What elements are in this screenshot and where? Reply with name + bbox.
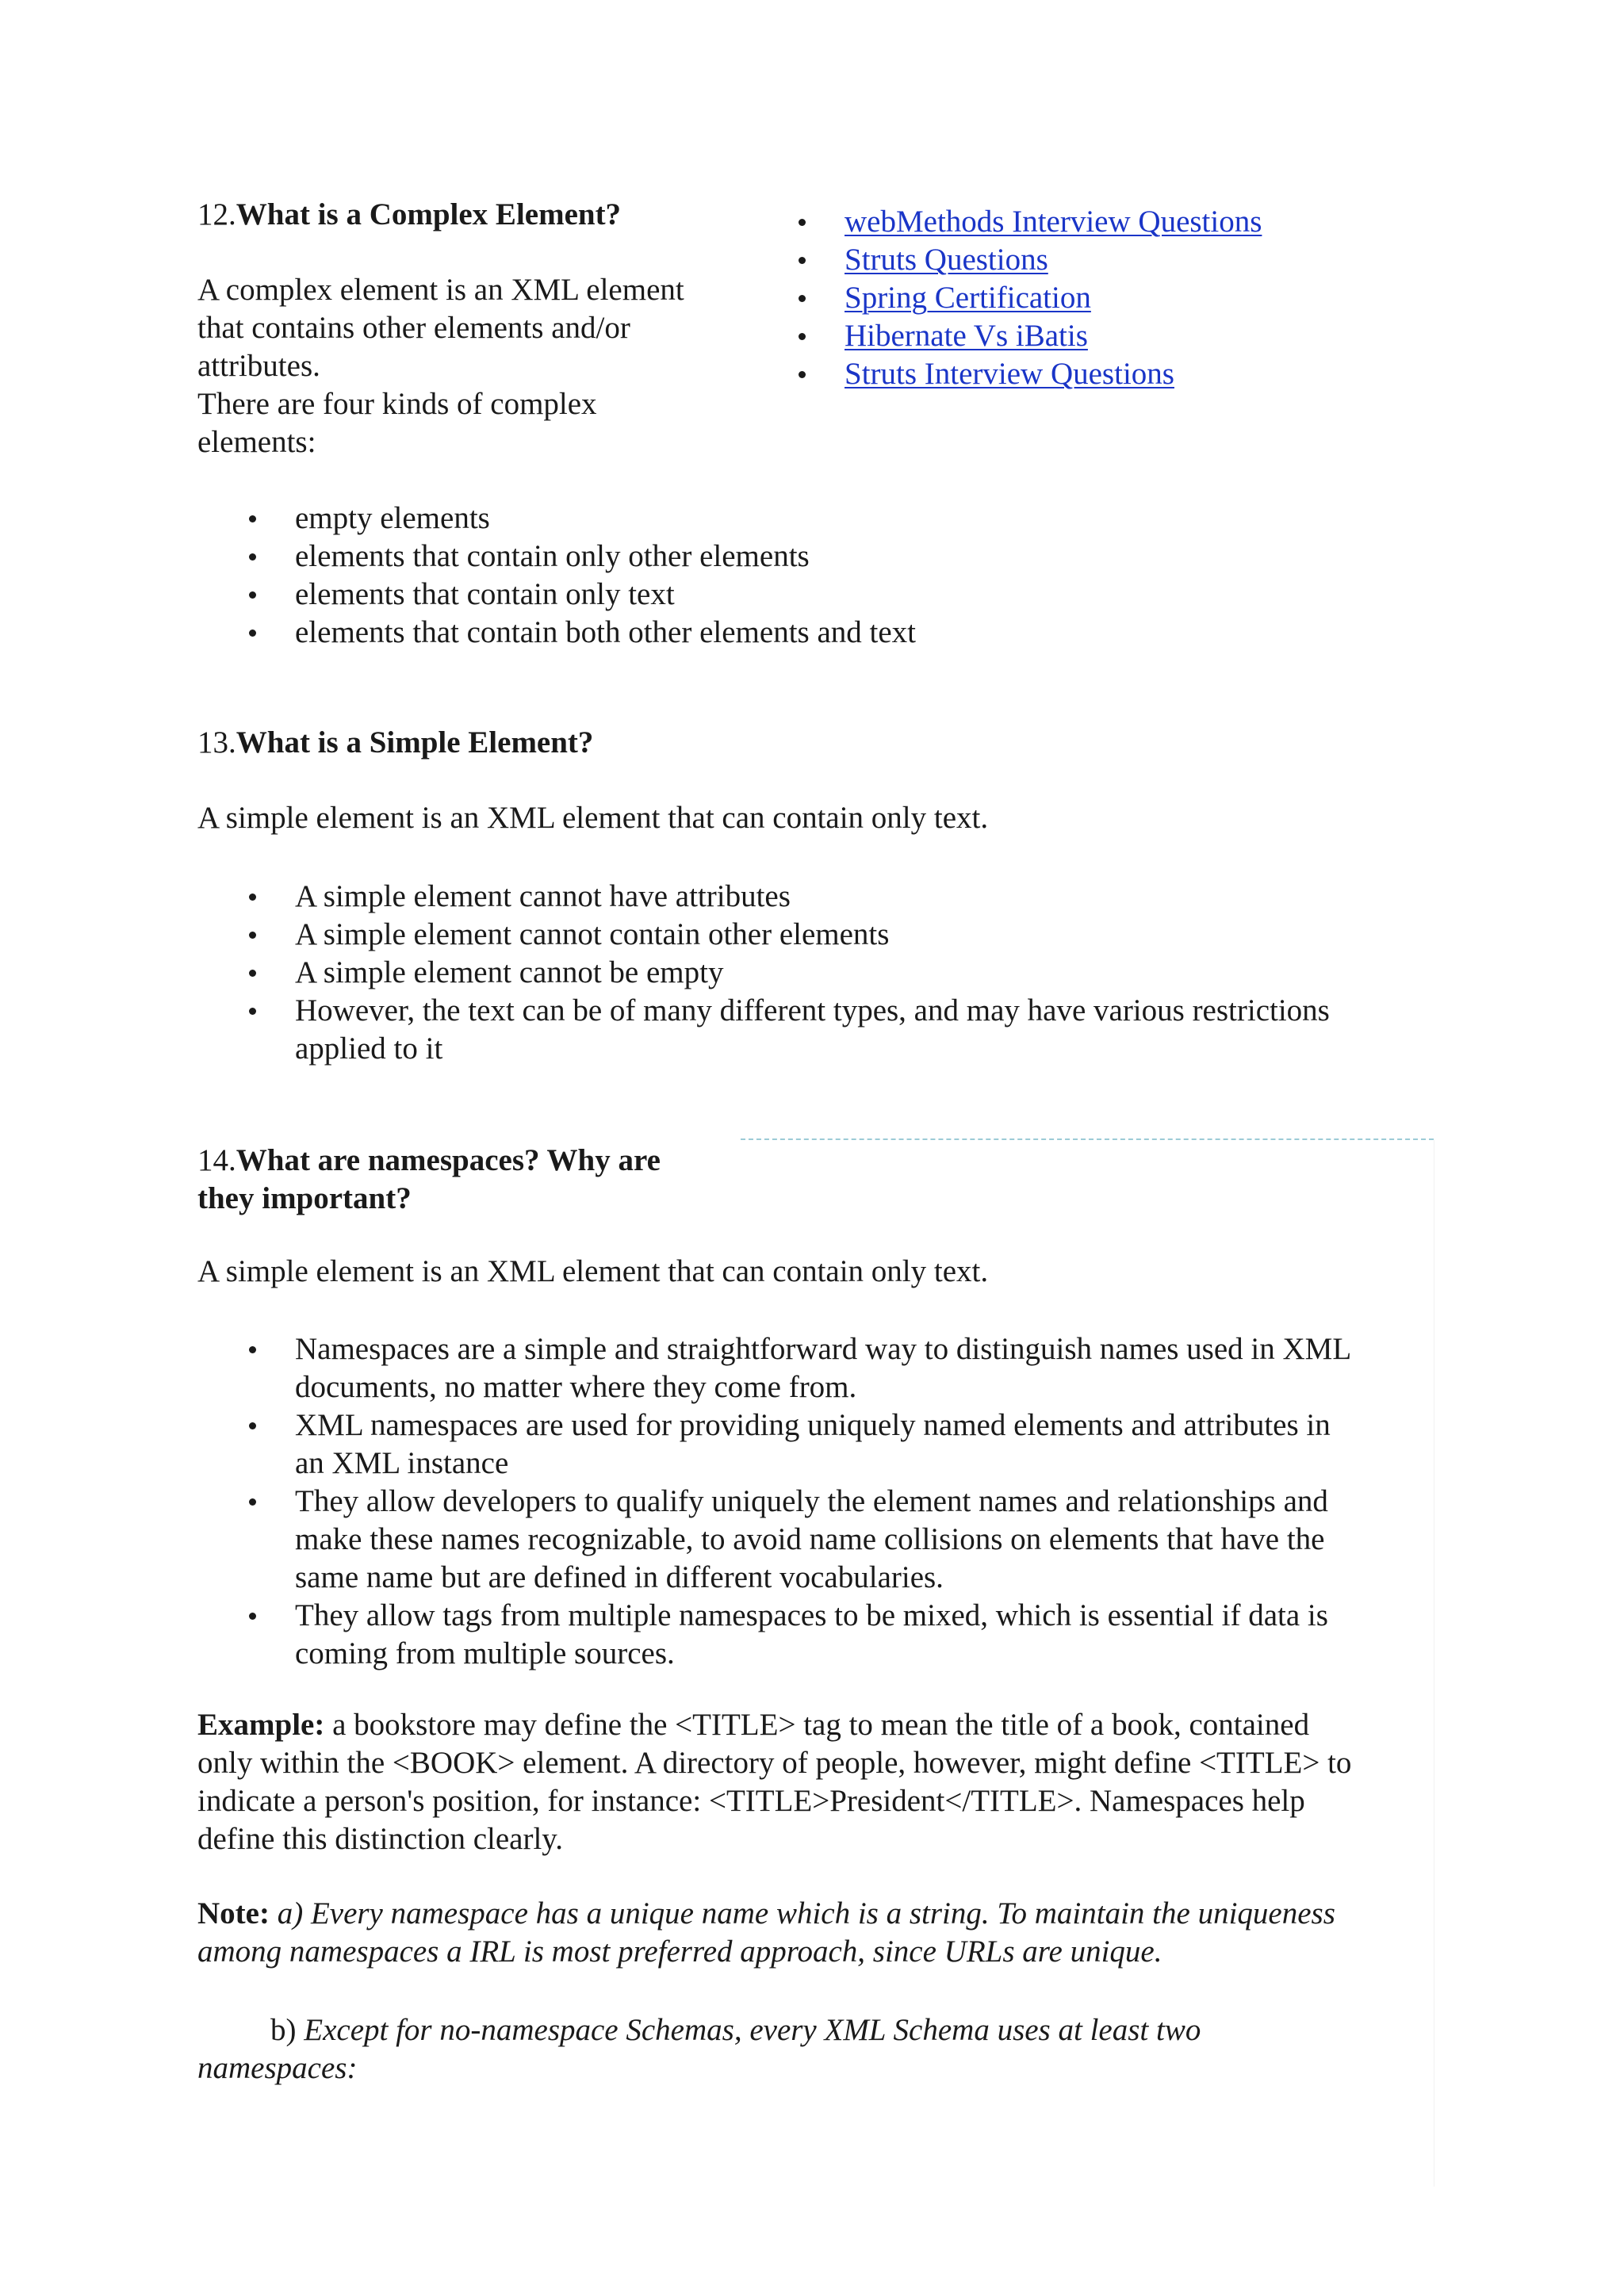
q12-paragraph	[197, 271, 684, 461]
list-item: A simple element cannot contain other elements	[295, 916, 1330, 954]
list-item-line: an XML instance	[295, 1446, 509, 1480]
list-item-line: They allow tags from multiple namespaces to be mixed, which is essential if data is	[295, 1598, 1328, 1632]
q14-title-line: What are namespaces? Why are	[236, 1143, 661, 1177]
link-item	[845, 241, 1262, 279]
q14-bullets	[295, 1330, 1351, 1673]
list-item-line: same name but are defined in different vocabularies.	[295, 1560, 944, 1594]
note-text: namespaces:	[197, 2051, 358, 2085]
q12-para-line: elements:	[197, 425, 316, 459]
list-item: elements that contain only other elements	[295, 538, 916, 576]
note-label: Note:	[197, 1896, 270, 1931]
note-text: Except for no-namespace Schemas, every XML Schema uses at least two	[304, 2013, 1201, 2047]
example-text: only within the <BOOK> element. A directory of people, however, might define <TITLE> to	[197, 1746, 1352, 1780]
list-item	[295, 1330, 1351, 1406]
link-item	[845, 279, 1262, 317]
list-item-line: applied to it	[295, 1031, 443, 1066]
q13-heading	[197, 724, 593, 762]
q12-heading	[197, 196, 621, 234]
list-item	[295, 1406, 1351, 1483]
list-item: A simple element cannot have attributes	[295, 878, 1330, 916]
q13-title: What is a Simple Element?	[236, 725, 594, 760]
q12-para-line: A complex element is an XML element	[197, 273, 684, 307]
example-paragraph	[197, 1706, 1351, 1858]
note-paragraph	[197, 1895, 1335, 1971]
q13-number: 13.	[197, 725, 236, 760]
list-item-line: They allow developers to qualify uniquely the element names and relationships and	[295, 1484, 1328, 1518]
list-item-line: coming from multiple sources.	[295, 1636, 675, 1670]
example-label: Example:	[197, 1708, 325, 1742]
q14-heading	[197, 1142, 661, 1218]
note-text: a) Every namespace has a unique name which is a string. To maintain the uniqueness	[269, 1896, 1335, 1931]
list-item-line: documents, no matter where they come from.	[295, 1370, 857, 1404]
note-b-prefix: b)	[270, 2013, 304, 2047]
link-item	[845, 355, 1262, 393]
q14-paragraph: A simple element is an XML element that can contain only text.	[197, 1254, 989, 1288]
link-struts-interview-questions[interactable]: Struts Interview Questions	[845, 357, 1174, 391]
list-item-line: Namespaces are a simple and straightforward way to distinguish names used in XML	[295, 1332, 1352, 1366]
q12-para-line: attributes.	[197, 349, 320, 383]
q12-title: What is a Complex Element?	[236, 197, 622, 232]
q12-para-line: There are four kinds of complex	[197, 387, 597, 421]
list-item	[295, 1483, 1351, 1597]
list-item-line: XML namespaces are used for providing uniquely named elements and attributes in	[295, 1408, 1331, 1442]
list-item: elements that contain both other elements and text	[295, 614, 916, 652]
list-item	[295, 992, 1330, 1068]
link-struts-questions[interactable]: Struts Questions	[845, 243, 1048, 277]
q14-title-line: they important?	[197, 1181, 412, 1215]
note-text: among namespaces a IRL is most preferred approach, since URLs are unique.	[197, 1934, 1162, 1969]
list-item-line: However, the text can be of many different types, and may have various restrictions	[295, 993, 1330, 1027]
example-text: indicate a person's position, for instance: <TITLE>President</TITLE>. Namespaces help	[197, 1784, 1305, 1818]
q12-number: 12.	[197, 197, 236, 232]
list-item: A simple element cannot be empty	[295, 954, 1330, 992]
q12-para-line: that contains other elements and/or	[197, 311, 630, 345]
q13-paragraph: A simple element is an XML element that can contain only text.	[197, 801, 989, 835]
link-item	[845, 317, 1262, 355]
list-item: elements that contain only text	[295, 576, 916, 614]
link-item	[845, 203, 1262, 241]
q12-bullets	[295, 499, 916, 652]
link-hibernate-vs-ibatis[interactable]: Hibernate Vs iBatis	[845, 319, 1088, 353]
related-links	[845, 203, 1262, 393]
note-b-paragraph	[197, 2011, 1201, 2087]
list-item: empty elements	[295, 499, 916, 538]
example-text: define this distinction clearly.	[197, 1822, 564, 1856]
link-spring-certification[interactable]: Spring Certification	[845, 281, 1091, 315]
example-text: a bookstore may define the <TITLE> tag to mean the title of a book, contained	[324, 1708, 1310, 1742]
list-item-line: make these names recognizable, to avoid name collisions on elements that have the	[295, 1522, 1325, 1556]
list-item	[295, 1597, 1351, 1673]
q14-number: 14.	[197, 1143, 236, 1177]
q13-bullets	[295, 878, 1330, 1068]
link-webmethods-interview-questions[interactable]: webMethods Interview Questions	[845, 205, 1262, 239]
